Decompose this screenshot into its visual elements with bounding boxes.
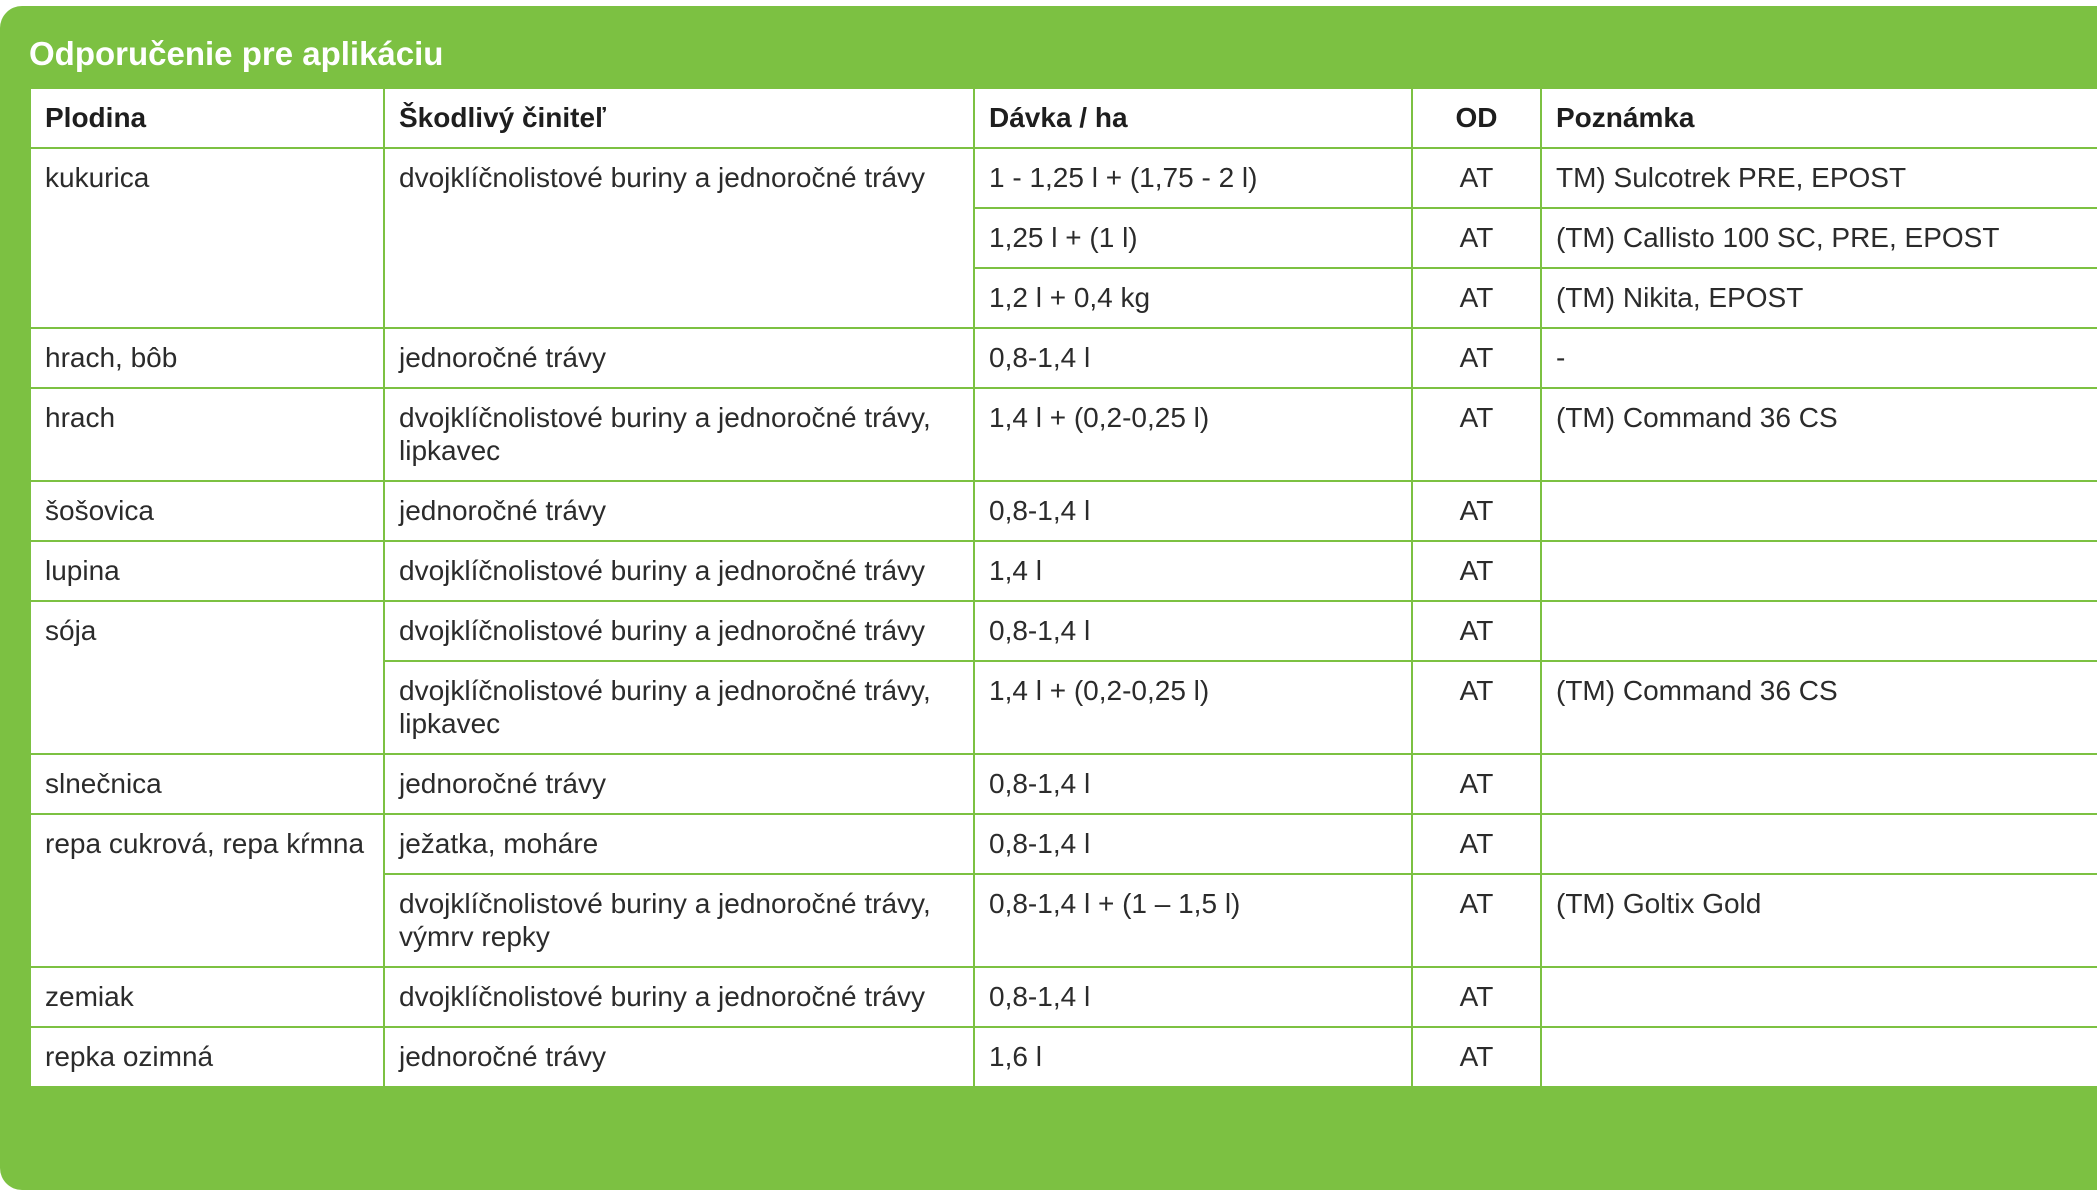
od-cell: AT	[1412, 814, 1541, 874]
note-cell: TM) Sulcotrek PRE, EPOST	[1541, 148, 2097, 208]
crop-cell: hrach, bôb	[30, 328, 384, 388]
table-row	[30, 541, 2097, 601]
crop-cell: slnečnica	[30, 754, 384, 814]
dose-cell: 1,2 l + 0,4 kg	[974, 268, 1412, 328]
dose-cell: 0,8-1,4 l	[974, 328, 1412, 388]
note-cell	[1541, 481, 2097, 541]
crop-cell: zemiak	[30, 967, 384, 1027]
column-header-pest: Škodlivý činiteľ	[384, 88, 974, 148]
pest-cell: jednoročné trávy	[384, 481, 974, 541]
pest-cell: dvojklíčnolistové buriny a jednoročné trávy	[384, 967, 974, 1027]
od-cell: AT	[1412, 541, 1541, 601]
note-cell: (TM) Command 36 CS	[1541, 661, 2097, 754]
dose-cell: 1 - 1,25 l + (1,75 - 2 l)	[974, 148, 1412, 208]
od-cell: AT	[1412, 481, 1541, 541]
dose-cell: 1,4 l	[974, 541, 1412, 601]
note-cell	[1541, 541, 2097, 601]
crop-cell: hrach	[30, 388, 384, 481]
pest-cell: dvojklíčnolistové buriny a jednoročné trávy, výmrv repky	[384, 874, 974, 967]
dose-cell: 1,6 l	[974, 1027, 1412, 1087]
note-cell	[1541, 754, 2097, 814]
od-cell: AT	[1412, 1027, 1541, 1087]
crop-cell: repka ozimná	[30, 1027, 384, 1087]
recommendation-table	[29, 87, 2097, 1088]
od-cell: AT	[1412, 388, 1541, 481]
dose-cell: 0,8-1,4 l	[974, 754, 1412, 814]
table-row	[30, 328, 2097, 388]
panel-title: Odporučenie pre aplikáciu	[29, 35, 444, 72]
pest-cell: jednoročné trávy	[384, 754, 974, 814]
column-header-od: OD	[1412, 88, 1541, 148]
pest-cell: jednoročné trávy	[384, 328, 974, 388]
dose-cell: 1,4 l + (0,2-0,25 l)	[974, 661, 1412, 754]
column-header-crop: Plodina	[30, 88, 384, 148]
pest-cell: dvojklíčnolistové buriny a jednoročné trávy	[384, 148, 974, 328]
note-cell	[1541, 967, 2097, 1027]
pest-cell: dvojklíčnolistové buriny a jednoročné trávy	[384, 601, 974, 661]
note-cell: (TM) Nikita, EPOST	[1541, 268, 2097, 328]
dose-cell: 0,8-1,4 l	[974, 601, 1412, 661]
od-cell: AT	[1412, 661, 1541, 754]
crop-cell: repa cukrová, repa kŕmna	[30, 814, 384, 967]
crop-cell: lupina	[30, 541, 384, 601]
table-row	[30, 1027, 2097, 1087]
application-recommendation-panel	[0, 6, 2097, 1190]
pest-cell: jednoročné trávy	[384, 1027, 974, 1087]
note-cell: -	[1541, 328, 2097, 388]
dose-cell: 0,8-1,4 l	[974, 967, 1412, 1027]
crop-cell: kukurica	[30, 148, 384, 328]
table-header-row	[30, 88, 2097, 148]
od-cell: AT	[1412, 148, 1541, 208]
od-cell: AT	[1412, 601, 1541, 661]
pest-cell: dvojklíčnolistové buriny a jednoročné trávy	[384, 541, 974, 601]
dose-cell: 0,8-1,4 l	[974, 481, 1412, 541]
pest-cell: dvojklíčnolistové buriny a jednoročné trávy, lipkavec	[384, 661, 974, 754]
column-header-dose: Dávka / ha	[974, 88, 1412, 148]
note-cell: (TM) Callisto 100 SC, PRE, EPOST	[1541, 208, 2097, 268]
od-cell: AT	[1412, 967, 1541, 1027]
note-cell: (TM) Goltix Gold	[1541, 874, 2097, 967]
pest-cell: ježatka, moháre	[384, 814, 974, 874]
note-cell: (TM) Command 36 CS	[1541, 388, 2097, 481]
od-cell: AT	[1412, 328, 1541, 388]
od-cell: AT	[1412, 268, 1541, 328]
dose-cell: 1,4 l + (0,2-0,25 l)	[974, 388, 1412, 481]
table-row	[30, 967, 2097, 1027]
note-cell	[1541, 1027, 2097, 1087]
crop-cell: sója	[30, 601, 384, 754]
table-row	[30, 814, 2097, 874]
od-cell: AT	[1412, 754, 1541, 814]
pest-cell: dvojklíčnolistové buriny a jednoročné trávy, lipkavec	[384, 388, 974, 481]
column-header-note: Poznámka	[1541, 88, 2097, 148]
crop-cell: šošovica	[30, 481, 384, 541]
table-row	[30, 148, 2097, 208]
od-cell: AT	[1412, 874, 1541, 967]
table-row	[30, 388, 2097, 481]
dose-cell: 0,8-1,4 l + (1 – 1,5 l)	[974, 874, 1412, 967]
dose-cell: 1,25 l + (1 l)	[974, 208, 1412, 268]
dose-cell: 0,8-1,4 l	[974, 814, 1412, 874]
note-cell	[1541, 601, 2097, 661]
note-cell	[1541, 814, 2097, 874]
od-cell: AT	[1412, 208, 1541, 268]
table-row	[30, 601, 2097, 661]
table-row	[30, 754, 2097, 814]
table-row	[30, 481, 2097, 541]
